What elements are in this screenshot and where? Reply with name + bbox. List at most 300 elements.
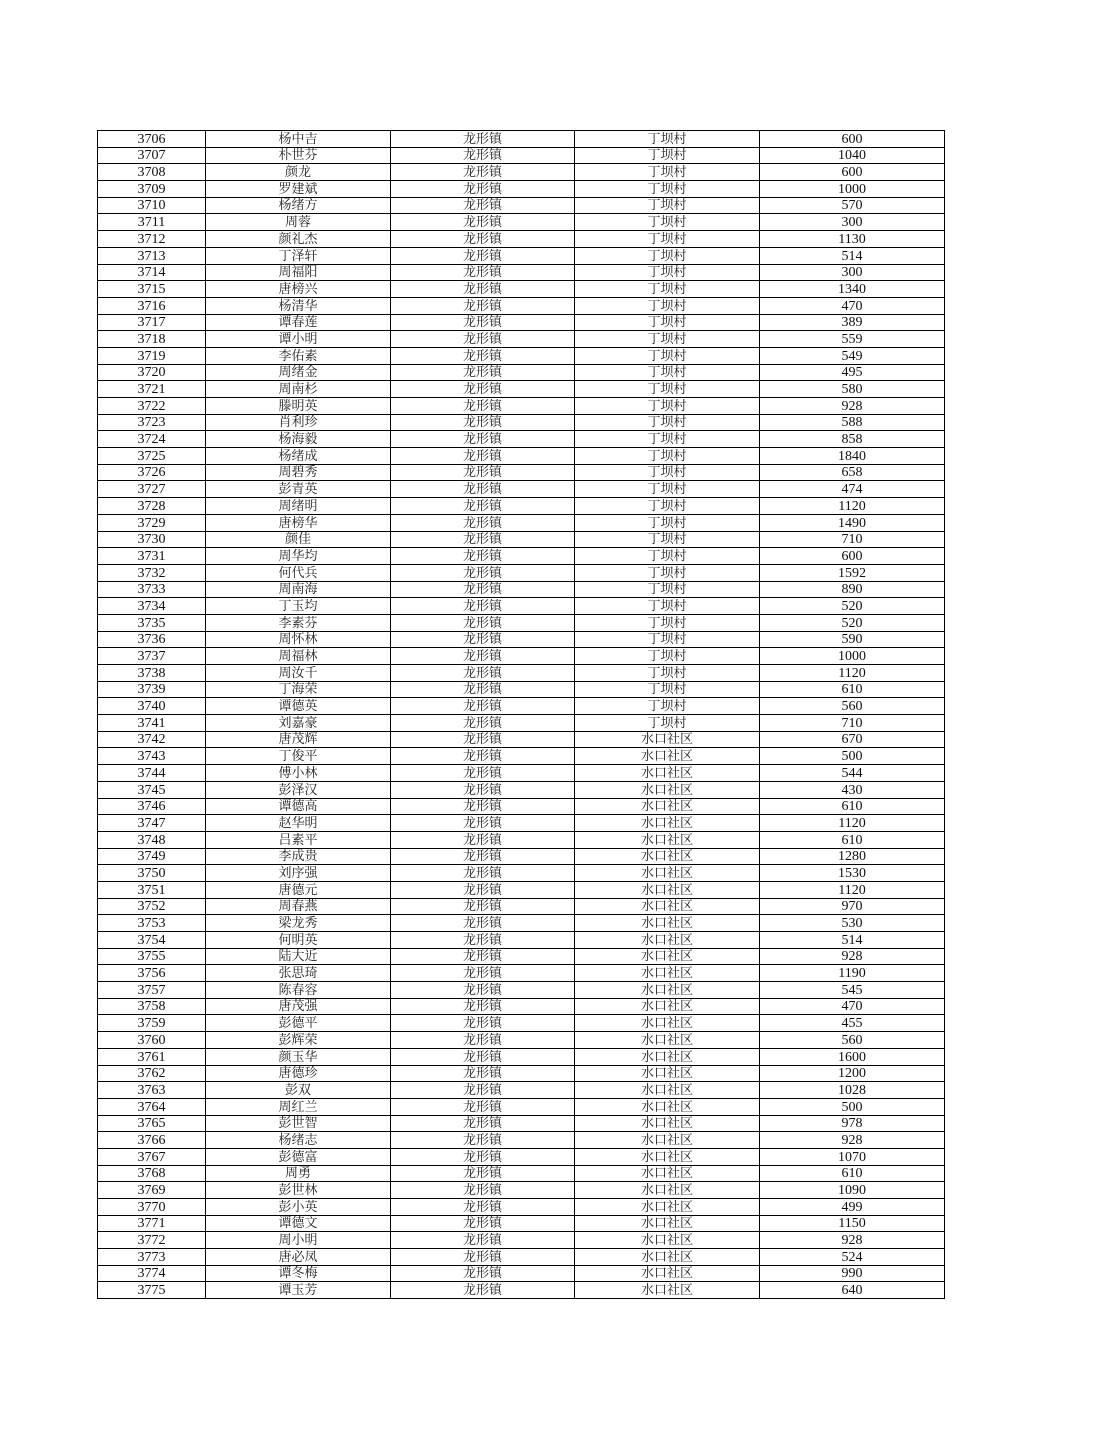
amount-cell: 670 — [760, 731, 945, 748]
village-cell: 水口社区 — [575, 1148, 760, 1165]
town-cell: 龙形镇 — [391, 381, 575, 398]
name-cell: 颜礼杰 — [206, 231, 391, 248]
id-cell: 3762 — [98, 1065, 206, 1082]
amount-cell: 470 — [760, 297, 945, 314]
id-cell: 3772 — [98, 1232, 206, 1249]
id-cell: 3759 — [98, 1015, 206, 1032]
name-cell: 周汝千 — [206, 665, 391, 682]
id-cell: 3741 — [98, 715, 206, 732]
name-cell: 彭青英 — [206, 481, 391, 498]
id-cell: 3706 — [98, 131, 206, 148]
town-cell: 龙形镇 — [391, 815, 575, 832]
town-cell: 龙形镇 — [391, 1098, 575, 1115]
table-row — [98, 915, 945, 932]
table-row — [98, 181, 945, 198]
town-cell: 龙形镇 — [391, 297, 575, 314]
table-row — [98, 1165, 945, 1182]
table-row — [98, 715, 945, 732]
village-cell: 丁坝村 — [575, 197, 760, 214]
village-cell: 水口社区 — [575, 998, 760, 1015]
town-cell: 龙形镇 — [391, 364, 575, 381]
table-row — [98, 1065, 945, 1082]
amount-cell: 1120 — [760, 498, 945, 515]
town-cell: 龙形镇 — [391, 1249, 575, 1266]
amount-cell: 890 — [760, 581, 945, 598]
amount-cell: 570 — [760, 197, 945, 214]
table-row — [98, 598, 945, 615]
town-cell: 龙形镇 — [391, 998, 575, 1015]
village-cell: 丁坝村 — [575, 164, 760, 181]
town-cell: 龙形镇 — [391, 498, 575, 515]
name-cell: 唐德珍 — [206, 1065, 391, 1082]
id-cell: 3742 — [98, 731, 206, 748]
table-row — [98, 514, 945, 531]
data-table — [97, 130, 945, 1299]
name-cell: 周南海 — [206, 581, 391, 598]
amount-cell: 559 — [760, 331, 945, 348]
village-cell: 水口社区 — [575, 815, 760, 832]
table-row — [98, 564, 945, 581]
village-cell: 水口社区 — [575, 1232, 760, 1249]
id-cell: 3750 — [98, 865, 206, 882]
village-cell: 水口社区 — [575, 1065, 760, 1082]
amount-cell: 530 — [760, 915, 945, 932]
amount-cell: 610 — [760, 1165, 945, 1182]
town-cell: 龙形镇 — [391, 665, 575, 682]
town-cell: 龙形镇 — [391, 1215, 575, 1232]
table-row — [98, 631, 945, 648]
id-cell: 3743 — [98, 748, 206, 765]
table-row — [98, 281, 945, 298]
town-cell: 龙形镇 — [391, 1032, 575, 1049]
name-cell: 李成贵 — [206, 848, 391, 865]
name-cell: 周南杉 — [206, 381, 391, 398]
amount-cell: 520 — [760, 614, 945, 631]
id-cell: 3721 — [98, 381, 206, 398]
table-row — [98, 1232, 945, 1249]
village-cell: 丁坝村 — [575, 464, 760, 481]
town-cell: 龙形镇 — [391, 1165, 575, 1182]
amount-cell: 520 — [760, 598, 945, 615]
village-cell: 水口社区 — [575, 1282, 760, 1299]
table-row — [98, 865, 945, 882]
village-cell: 水口社区 — [575, 848, 760, 865]
town-cell: 龙形镇 — [391, 197, 575, 214]
town-cell: 龙形镇 — [391, 231, 575, 248]
table-row — [98, 765, 945, 782]
name-cell: 周勇 — [206, 1165, 391, 1182]
id-cell: 3763 — [98, 1082, 206, 1099]
amount-cell: 1150 — [760, 1215, 945, 1232]
amount-cell: 1120 — [760, 881, 945, 898]
amount-cell: 590 — [760, 631, 945, 648]
village-cell: 水口社区 — [575, 881, 760, 898]
id-cell: 3769 — [98, 1182, 206, 1199]
town-cell: 龙形镇 — [391, 798, 575, 815]
amount-cell: 430 — [760, 781, 945, 798]
amount-cell: 474 — [760, 481, 945, 498]
table-row — [98, 1148, 945, 1165]
table-row — [98, 1215, 945, 1232]
village-cell: 丁坝村 — [575, 331, 760, 348]
id-cell: 3708 — [98, 164, 206, 181]
name-cell: 何明英 — [206, 932, 391, 949]
table-row — [98, 932, 945, 949]
town-cell: 龙形镇 — [391, 1082, 575, 1099]
name-cell: 肖利珍 — [206, 414, 391, 431]
name-cell: 李佑素 — [206, 347, 391, 364]
amount-cell: 1200 — [760, 1065, 945, 1082]
village-cell: 丁坝村 — [575, 564, 760, 581]
village-cell: 丁坝村 — [575, 598, 760, 615]
id-cell: 3775 — [98, 1282, 206, 1299]
town-cell: 龙形镇 — [391, 781, 575, 798]
amount-cell: 1070 — [760, 1148, 945, 1165]
name-cell: 滕明英 — [206, 398, 391, 415]
id-cell: 3746 — [98, 798, 206, 815]
amount-cell: 1120 — [760, 665, 945, 682]
village-cell: 丁坝村 — [575, 398, 760, 415]
amount-cell: 600 — [760, 131, 945, 148]
name-cell: 杨绪成 — [206, 448, 391, 465]
village-cell: 水口社区 — [575, 1215, 760, 1232]
amount-cell: 600 — [760, 548, 945, 565]
amount-cell: 1040 — [760, 147, 945, 164]
amount-cell: 640 — [760, 1282, 945, 1299]
amount-cell: 600 — [760, 164, 945, 181]
town-cell: 龙形镇 — [391, 464, 575, 481]
amount-cell: 610 — [760, 831, 945, 848]
name-cell: 杨绪方 — [206, 197, 391, 214]
name-cell: 唐茂强 — [206, 998, 391, 1015]
name-cell: 彭德富 — [206, 1148, 391, 1165]
name-cell: 谭冬梅 — [206, 1265, 391, 1282]
amount-cell: 928 — [760, 948, 945, 965]
id-cell: 3744 — [98, 765, 206, 782]
name-cell: 刘嘉豪 — [206, 715, 391, 732]
amount-cell: 560 — [760, 1032, 945, 1049]
town-cell: 龙形镇 — [391, 1048, 575, 1065]
table-row — [98, 1199, 945, 1216]
table-row — [98, 314, 945, 331]
amount-cell: 514 — [760, 247, 945, 264]
village-cell: 丁坝村 — [575, 514, 760, 531]
town-cell: 龙形镇 — [391, 681, 575, 698]
table-row — [98, 965, 945, 982]
town-cell: 龙形镇 — [391, 564, 575, 581]
amount-cell: 560 — [760, 698, 945, 715]
village-cell: 水口社区 — [575, 982, 760, 999]
village-cell: 水口社区 — [575, 965, 760, 982]
table-row — [98, 798, 945, 815]
amount-cell: 580 — [760, 381, 945, 398]
name-cell: 周绪明 — [206, 498, 391, 515]
town-cell: 龙形镇 — [391, 264, 575, 281]
amount-cell: 300 — [760, 264, 945, 281]
id-cell: 3727 — [98, 481, 206, 498]
name-cell: 唐必凤 — [206, 1249, 391, 1266]
id-cell: 3715 — [98, 281, 206, 298]
id-cell: 3732 — [98, 564, 206, 581]
town-cell: 龙形镇 — [391, 831, 575, 848]
table-row — [98, 214, 945, 231]
amount-cell: 1000 — [760, 181, 945, 198]
town-cell: 龙形镇 — [391, 698, 575, 715]
town-cell: 龙形镇 — [391, 614, 575, 631]
town-cell: 龙形镇 — [391, 147, 575, 164]
table-row — [98, 131, 945, 148]
amount-cell: 928 — [760, 1232, 945, 1249]
amount-cell: 1028 — [760, 1082, 945, 1099]
name-cell: 彭泽汉 — [206, 781, 391, 798]
amount-cell: 1530 — [760, 865, 945, 882]
village-cell: 水口社区 — [575, 765, 760, 782]
town-cell: 龙形镇 — [391, 481, 575, 498]
name-cell: 彭小英 — [206, 1199, 391, 1216]
village-cell: 水口社区 — [575, 865, 760, 882]
name-cell: 陆大近 — [206, 948, 391, 965]
village-cell: 水口社区 — [575, 1098, 760, 1115]
town-cell: 龙形镇 — [391, 915, 575, 932]
table-row — [98, 1182, 945, 1199]
town-cell: 龙形镇 — [391, 631, 575, 648]
name-cell: 唐榜兴 — [206, 281, 391, 298]
town-cell: 龙形镇 — [391, 1199, 575, 1216]
id-cell: 3740 — [98, 698, 206, 715]
village-cell: 丁坝村 — [575, 414, 760, 431]
table-row — [98, 948, 945, 965]
amount-cell: 588 — [760, 414, 945, 431]
name-cell: 周小明 — [206, 1232, 391, 1249]
town-cell: 龙形镇 — [391, 1015, 575, 1032]
amount-cell: 858 — [760, 431, 945, 448]
table-row — [98, 848, 945, 865]
village-cell: 丁坝村 — [575, 347, 760, 364]
amount-cell: 470 — [760, 998, 945, 1015]
name-cell: 李素芬 — [206, 614, 391, 631]
name-cell: 周红兰 — [206, 1098, 391, 1115]
id-cell: 3761 — [98, 1048, 206, 1065]
name-cell: 彭德平 — [206, 1015, 391, 1032]
table-row — [98, 815, 945, 832]
table-row — [98, 648, 945, 665]
name-cell: 颜佳 — [206, 531, 391, 548]
name-cell: 吕素平 — [206, 831, 391, 848]
town-cell: 龙形镇 — [391, 247, 575, 264]
village-cell: 丁坝村 — [575, 548, 760, 565]
village-cell: 水口社区 — [575, 1165, 760, 1182]
town-cell: 龙形镇 — [391, 164, 575, 181]
name-cell: 谭德英 — [206, 698, 391, 715]
amount-cell: 970 — [760, 898, 945, 915]
village-cell: 水口社区 — [575, 948, 760, 965]
id-cell: 3754 — [98, 932, 206, 949]
village-cell: 丁坝村 — [575, 698, 760, 715]
id-cell: 3713 — [98, 247, 206, 264]
town-cell: 龙形镇 — [391, 865, 575, 882]
village-cell: 水口社区 — [575, 1265, 760, 1282]
village-cell: 丁坝村 — [575, 181, 760, 198]
town-cell: 龙形镇 — [391, 1282, 575, 1299]
name-cell: 彭双 — [206, 1082, 391, 1099]
amount-cell: 514 — [760, 932, 945, 949]
town-cell: 龙形镇 — [391, 398, 575, 415]
town-cell: 龙形镇 — [391, 765, 575, 782]
id-cell: 3767 — [98, 1148, 206, 1165]
town-cell: 龙形镇 — [391, 131, 575, 148]
id-cell: 3751 — [98, 881, 206, 898]
table-body — [98, 131, 945, 1299]
name-cell: 杨绪志 — [206, 1132, 391, 1149]
town-cell: 龙形镇 — [391, 331, 575, 348]
name-cell: 谭德文 — [206, 1215, 391, 1232]
id-cell: 3724 — [98, 431, 206, 448]
name-cell: 周福阳 — [206, 264, 391, 281]
name-cell: 谭德高 — [206, 798, 391, 815]
table-row — [98, 1015, 945, 1032]
name-cell: 谭小明 — [206, 331, 391, 348]
town-cell: 龙形镇 — [391, 314, 575, 331]
table-row — [98, 331, 945, 348]
amount-cell: 500 — [760, 748, 945, 765]
village-cell: 水口社区 — [575, 1249, 760, 1266]
name-cell: 丁海荣 — [206, 681, 391, 698]
name-cell: 周福林 — [206, 648, 391, 665]
table-row — [98, 297, 945, 314]
id-cell: 3707 — [98, 147, 206, 164]
table-row — [98, 982, 945, 999]
town-cell: 龙形镇 — [391, 214, 575, 231]
village-cell: 水口社区 — [575, 748, 760, 765]
amount-cell: 1600 — [760, 1048, 945, 1065]
name-cell: 刘序强 — [206, 865, 391, 882]
name-cell: 杨中吉 — [206, 131, 391, 148]
village-cell: 丁坝村 — [575, 498, 760, 515]
id-cell: 3729 — [98, 514, 206, 531]
name-cell: 周华均 — [206, 548, 391, 565]
table-row — [98, 464, 945, 481]
table-row — [98, 1115, 945, 1132]
village-cell: 丁坝村 — [575, 297, 760, 314]
table-row — [98, 264, 945, 281]
table-row — [98, 364, 945, 381]
name-cell: 赵华明 — [206, 815, 391, 832]
name-cell: 周蓉 — [206, 214, 391, 231]
id-cell: 3720 — [98, 364, 206, 381]
name-cell: 杨清华 — [206, 297, 391, 314]
id-cell: 3766 — [98, 1132, 206, 1149]
id-cell: 3716 — [98, 297, 206, 314]
table-row — [98, 414, 945, 431]
id-cell: 3733 — [98, 581, 206, 598]
name-cell: 唐茂辉 — [206, 731, 391, 748]
id-cell: 3739 — [98, 681, 206, 698]
amount-cell: 1592 — [760, 564, 945, 581]
name-cell: 周绪金 — [206, 364, 391, 381]
name-cell: 杨海毅 — [206, 431, 391, 448]
town-cell: 龙形镇 — [391, 1182, 575, 1199]
table-row — [98, 1132, 945, 1149]
town-cell: 龙形镇 — [391, 1115, 575, 1132]
amount-cell: 1130 — [760, 231, 945, 248]
amount-cell: 549 — [760, 347, 945, 364]
town-cell: 龙形镇 — [391, 748, 575, 765]
table-row — [98, 1265, 945, 1282]
id-cell: 3768 — [98, 1165, 206, 1182]
town-cell: 龙形镇 — [391, 1265, 575, 1282]
amount-cell: 710 — [760, 715, 945, 732]
table-row — [98, 898, 945, 915]
table-row — [98, 381, 945, 398]
village-cell: 丁坝村 — [575, 665, 760, 682]
id-cell: 3738 — [98, 665, 206, 682]
id-cell: 3723 — [98, 414, 206, 431]
town-cell: 龙形镇 — [391, 898, 575, 915]
name-cell: 周怀林 — [206, 631, 391, 648]
village-cell: 丁坝村 — [575, 214, 760, 231]
id-cell: 3714 — [98, 264, 206, 281]
table-row — [98, 498, 945, 515]
name-cell: 彭世智 — [206, 1115, 391, 1132]
village-cell: 丁坝村 — [575, 481, 760, 498]
village-cell: 丁坝村 — [575, 648, 760, 665]
id-cell: 3730 — [98, 531, 206, 548]
table-row — [98, 1082, 945, 1099]
table-row — [98, 531, 945, 548]
village-cell: 丁坝村 — [575, 231, 760, 248]
table-row — [98, 164, 945, 181]
table-row — [98, 1098, 945, 1115]
id-cell: 3711 — [98, 214, 206, 231]
amount-cell: 990 — [760, 1265, 945, 1282]
amount-cell: 499 — [760, 1199, 945, 1216]
name-cell: 丁玉均 — [206, 598, 391, 615]
town-cell: 龙形镇 — [391, 982, 575, 999]
amount-cell: 500 — [760, 1098, 945, 1115]
id-cell: 3747 — [98, 815, 206, 832]
amount-cell: 610 — [760, 798, 945, 815]
village-cell: 丁坝村 — [575, 531, 760, 548]
village-cell: 水口社区 — [575, 1182, 760, 1199]
table-row — [98, 998, 945, 1015]
id-cell: 3726 — [98, 464, 206, 481]
amount-cell: 545 — [760, 982, 945, 999]
village-cell: 丁坝村 — [575, 448, 760, 465]
amount-cell: 524 — [760, 1249, 945, 1266]
name-cell: 彭辉荣 — [206, 1032, 391, 1049]
table-row — [98, 581, 945, 598]
amount-cell: 1090 — [760, 1182, 945, 1199]
name-cell: 周春燕 — [206, 898, 391, 915]
amount-cell: 1340 — [760, 281, 945, 298]
village-cell: 丁坝村 — [575, 247, 760, 264]
amount-cell: 928 — [760, 398, 945, 415]
id-cell: 3710 — [98, 197, 206, 214]
id-cell: 3725 — [98, 448, 206, 465]
id-cell: 3709 — [98, 181, 206, 198]
village-cell: 丁坝村 — [575, 281, 760, 298]
town-cell: 龙形镇 — [391, 715, 575, 732]
amount-cell: 710 — [760, 531, 945, 548]
village-cell: 水口社区 — [575, 798, 760, 815]
amount-cell: 1000 — [760, 648, 945, 665]
village-cell: 丁坝村 — [575, 364, 760, 381]
table-row — [98, 448, 945, 465]
id-cell: 3736 — [98, 631, 206, 648]
town-cell: 龙形镇 — [391, 948, 575, 965]
table-row — [98, 881, 945, 898]
id-cell: 3764 — [98, 1098, 206, 1115]
